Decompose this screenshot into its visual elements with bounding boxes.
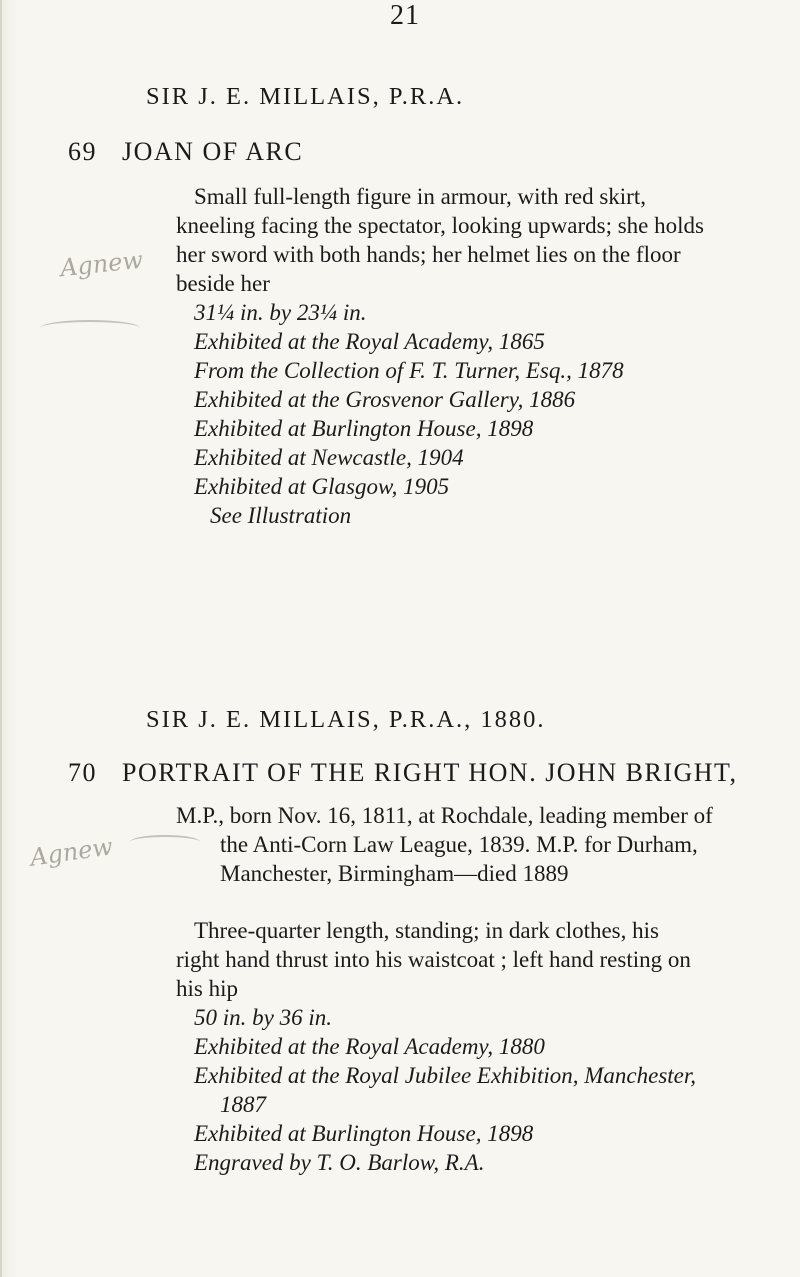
subtitle-line: Manchester, Birmingham—died 1889 [220,861,569,886]
illustration-note: See Illustration [210,503,352,528]
artist-heading-70: SIR J. E. MILLAIS, P.R.A., 1880. [146,706,546,733]
page-edge [0,0,2,1277]
provenance-line: Exhibited at Glasgow, 1905 [194,474,450,499]
lot-row-69 [68,137,303,167]
provenance-line: Exhibited at the Grosvenor Gallery, 1886 [194,387,576,412]
provenance-line: Exhibited at Newcastle, 1904 [194,445,464,470]
description-line: his hip [176,976,238,1001]
description-line: right hand thrust into his waistcoat ; left hand resting on [176,947,691,972]
pencil-mark [130,835,200,849]
provenance-line: Exhibited at the Royal Jubilee Exhibition, Manchester, [194,1063,697,1088]
subtitle-line: the Anti-Corn Law League, 1839. M.P. for Durham, [220,832,698,857]
pencil-mark [40,320,140,336]
artist-heading-69: SIR J. E. MILLAIS, P.R.A. [146,83,465,110]
description-line: Three-quarter length, standing; in dark clothes, his [194,918,659,943]
lot-row-70 [68,758,737,788]
provenance-line: From the Collection of F. T. Turner, Esq., 1878 [194,358,624,383]
provenance-line: Exhibited at Burlington House, 1898 [194,1121,534,1146]
description-line: kneeling facing the spectator, looking upwards; she holds [176,213,704,238]
provenance-line: 1887 [220,1092,266,1117]
lot-number: 70 [68,758,97,787]
lot-number: 69 [68,137,97,166]
description-line: Small full-length figure in armour, with red skirt, [194,184,646,209]
provenance-line: Exhibited at Burlington House, 1898 [194,416,534,441]
dimensions: 50 in. by 36 in. [194,1005,332,1030]
lot-title: JOAN OF ARC [122,137,304,166]
dimensions: 31¼ in. by 23¼ in. [194,300,367,325]
lot-title: PORTRAIT OF THE RIGHT HON. JOHN BRIGHT, [122,758,738,787]
description-line: her sword with both hands; her helmet lies on the floor [176,242,681,267]
page-number: 21 [390,0,420,31]
provenance-line: Exhibited at the Royal Academy, 1865 [194,329,545,354]
pencil-annotation: Agnew [58,245,145,283]
provenance-line: Exhibited at the Royal Academy, 1880 [194,1034,545,1059]
description-line: beside her [176,271,270,296]
provenance-line: Engraved by T. O. Barlow, R.A. [194,1150,485,1175]
pencil-annotation: Agnew [28,832,115,872]
subtitle-line: M.P., born Nov. 16, 1811, at Rochdale, leading member of [176,803,713,828]
